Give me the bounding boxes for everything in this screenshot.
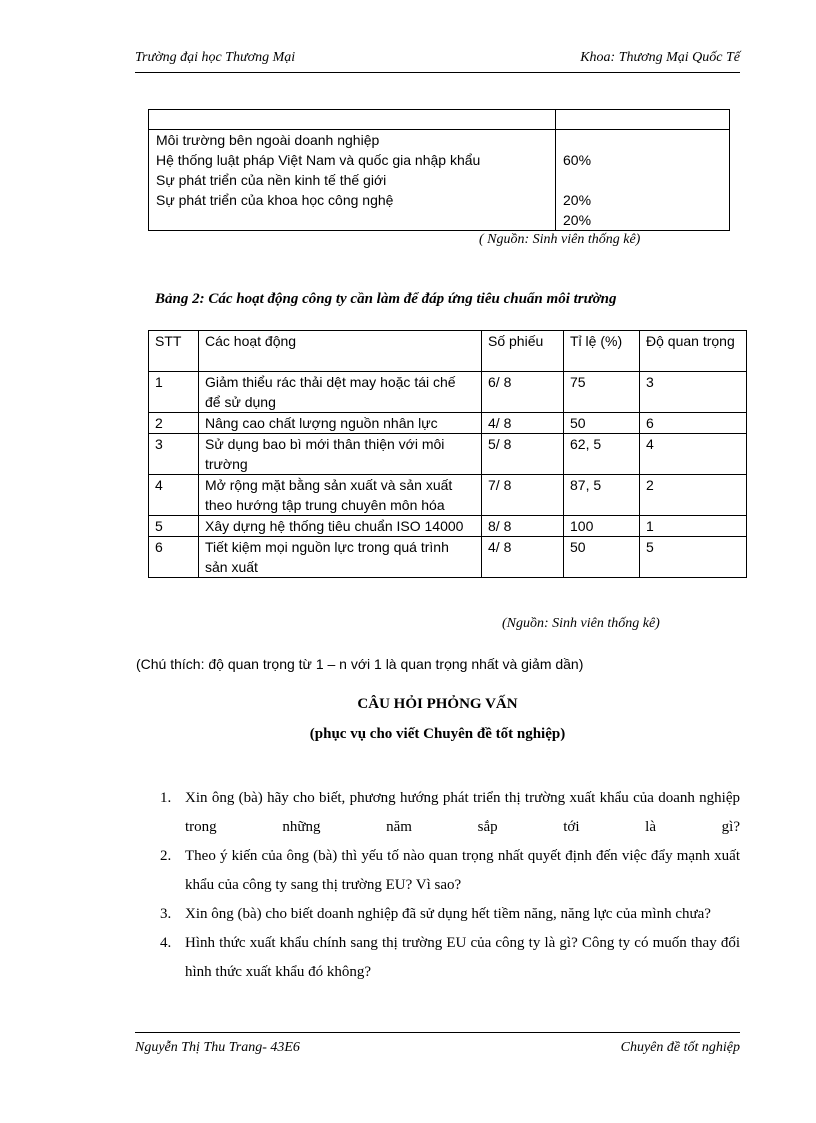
question-number: 3.: [160, 906, 172, 922]
table-cell: [556, 110, 730, 130]
table1-line: Sự phát triển của nền kinh tế thế giới: [156, 172, 387, 188]
header-faculty: Khoa: Thương Mại Quốc Tế: [580, 50, 740, 65]
question-number: 2.: [160, 848, 172, 864]
cell-activity: Tiết kiệm mọi nguồn lực trong quá trình sản xuất: [199, 537, 482, 578]
cell-votes: 5/ 8: [482, 434, 564, 475]
table-1: [148, 109, 730, 231]
cell-ratio: 75: [564, 372, 640, 413]
cell-votes: 4/ 8: [482, 413, 564, 434]
table-2: [148, 330, 747, 578]
list-item: [160, 842, 740, 900]
header-stt: STT: [149, 331, 199, 372]
cell-votes: 7/ 8: [482, 475, 564, 516]
table-header-row: [149, 331, 747, 372]
cell-activity: Mở rộng mặt bằng sản xuất và sản xuất theo hướng tập trung chuyên môn hóa: [199, 475, 482, 516]
question-text: Theo ý kiến của ông (bà) thì yếu tố nào quan trọng nhất quyết định đến việc đẩy mạnh xuất khẩu của công ty sang thị trường EU? Vì sao?: [185, 848, 740, 893]
interview-subtitle: (phục vụ cho viết Chuyên đề tốt nghiệp): [309, 726, 566, 742]
cell-stt: 1: [149, 372, 199, 413]
table1-value: 20%: [563, 192, 592, 208]
table-row: [149, 413, 747, 434]
cell-stt: 6: [149, 537, 199, 578]
importance-note: (Chú thích: độ quan trọng từ 1 – n với 1 là quan trọng nhất và giảm dần): [136, 656, 584, 672]
cell-votes: 8/ 8: [482, 516, 564, 537]
cell-importance: 4: [640, 434, 747, 475]
table2-title: Bảng 2: Các hoạt động công ty cần làm để đáp ứng tiêu chuẩn môi trường: [155, 291, 617, 307]
question-text: Xin ông (bà) cho biết doanh nghiệp đã sử dụng hết tiềm năng, năng lực của mình chưa?: [185, 906, 711, 922]
list-item: [160, 784, 740, 842]
table-cell: [149, 110, 556, 130]
list-item: [160, 929, 740, 987]
table1-value: [563, 130, 722, 150]
table-row: [149, 475, 747, 516]
header-activity: Các hoạt động: [199, 331, 482, 372]
table-cell: [149, 130, 556, 231]
question-number: 1.: [160, 790, 172, 806]
header-importance: Độ quan trọng: [640, 331, 747, 372]
cell-importance: 5: [640, 537, 747, 578]
footer-rule: [135, 1032, 740, 1033]
interview-title: CÂU HỎI PHỎNG VẤN: [357, 696, 518, 712]
cell-ratio: 50: [564, 537, 640, 578]
cell-importance: 3: [640, 372, 747, 413]
table-row: [149, 372, 747, 413]
table1-line: Hệ thống luật pháp Việt Nam và quốc gia nhập khẩu: [156, 152, 481, 168]
header-rule: [135, 72, 740, 73]
table-row: [149, 110, 730, 130]
cell-ratio: 50: [564, 413, 640, 434]
table2-source: (Nguồn: Sinh viên thống kê): [502, 616, 660, 631]
cell-importance: 2: [640, 475, 747, 516]
cell-votes: 6/ 8: [482, 372, 564, 413]
footer-author: Nguyễn Thị Thu Trang- 43E6: [135, 1040, 300, 1055]
cell-activity: Nâng cao chất lượng nguồn nhân lực: [199, 413, 482, 434]
list-item: [160, 900, 740, 929]
question-list: [160, 784, 740, 987]
question-text: Hình thức xuất khẩu chính sang thị trường EU của công ty là gì? Công ty có muốn thay đổi hình thức xuất khẩu đó không?: [185, 935, 740, 980]
cell-activity: Sử dụng bao bì mới thân thiện với môi trường: [199, 434, 482, 475]
table1-line: Môi trường bên ngoài doanh nghiệp: [156, 132, 380, 148]
cell-importance: 1: [640, 516, 747, 537]
table-row: [149, 434, 747, 475]
cell-activity: Xây dựng hệ thống tiêu chuẩn ISO 14000: [199, 516, 482, 537]
table1-line: [156, 210, 548, 230]
table1-value: [563, 170, 722, 190]
cell-stt: 4: [149, 475, 199, 516]
header-school: Trường đại học Thương Mại: [135, 50, 296, 65]
header-votes: Số phiếu: [482, 331, 564, 372]
cell-importance: 6: [640, 413, 747, 434]
table-row: [149, 516, 747, 537]
cell-ratio: 87, 5: [564, 475, 640, 516]
table1-source: ( Nguồn: Sinh viên thống kê): [479, 232, 641, 247]
cell-votes: 4/ 8: [482, 537, 564, 578]
cell-stt: 2: [149, 413, 199, 434]
table-row: [149, 537, 747, 578]
footer-doc-type: Chuyên đề tốt nghiệp: [620, 1040, 740, 1055]
table-row: [149, 130, 730, 231]
header-ratio: Tỉ lệ (%): [564, 331, 640, 372]
cell-ratio: 100: [564, 516, 640, 537]
question-text: Xin ông (bà) hãy cho biết, phương hướng phát triển thị trường xuất khẩu của doanh nghiệp trong những năm sắp tới là gì?: [185, 790, 740, 835]
cell-ratio: 62, 5: [564, 434, 640, 475]
table1-line: Sự phát triển của khoa học công nghệ: [156, 192, 394, 208]
table-cell: [556, 130, 730, 231]
table1-value: 60%: [563, 152, 592, 168]
cell-stt: 3: [149, 434, 199, 475]
cell-activity: Giảm thiểu rác thải dệt may hoặc tái chế để sử dụng: [199, 372, 482, 413]
question-number: 4.: [160, 935, 172, 951]
cell-stt: 5: [149, 516, 199, 537]
table1-value: 20%: [563, 212, 592, 228]
